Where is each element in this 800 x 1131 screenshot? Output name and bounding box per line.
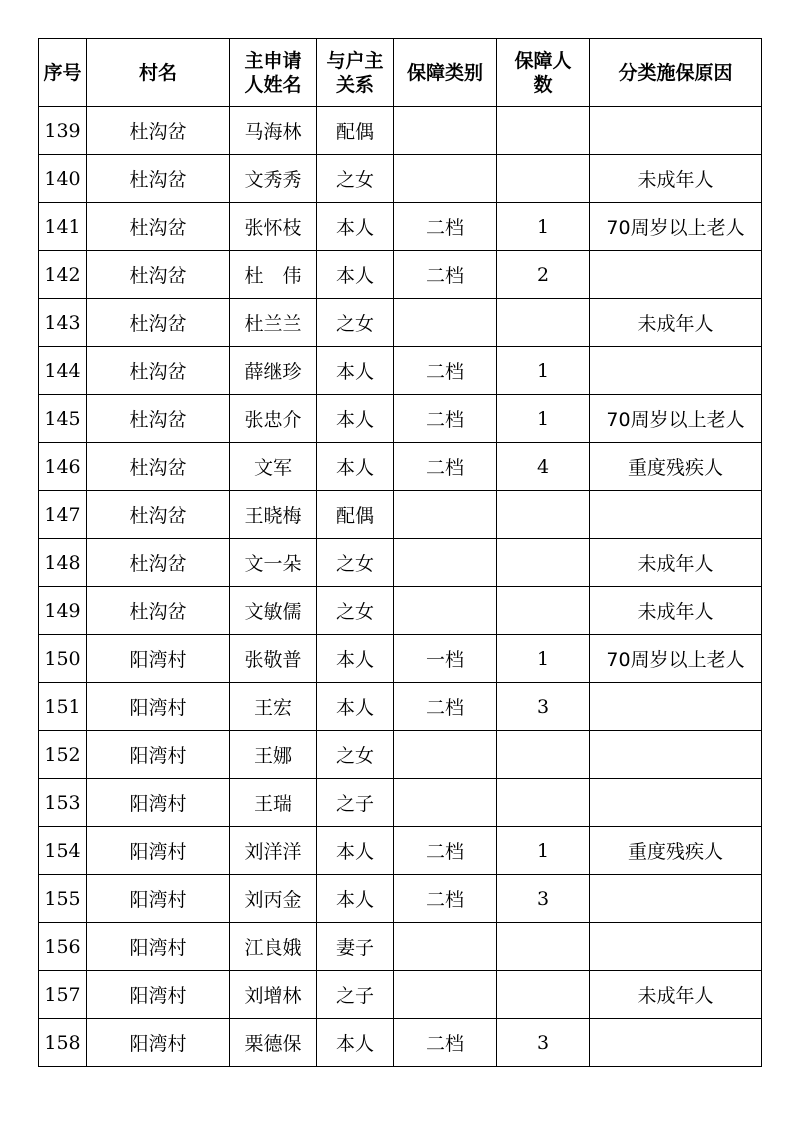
cell-relation: 之子 — [317, 971, 394, 1019]
cell-village: 杜沟岔 — [87, 395, 230, 443]
table-header — [39, 39, 762, 107]
cell-reason — [590, 251, 762, 299]
cell-relation: 本人 — [317, 875, 394, 923]
cell-count — [497, 587, 590, 635]
cell-count — [497, 491, 590, 539]
cell-category — [394, 971, 497, 1019]
cell-category — [394, 587, 497, 635]
cell-name: 张忠介 — [230, 395, 317, 443]
cell-relation: 本人 — [317, 635, 394, 683]
cell-count: 1 — [497, 635, 590, 683]
header-relation — [317, 39, 394, 107]
cell-count: 1 — [497, 827, 590, 875]
table-row — [39, 587, 762, 635]
cell-village: 阳湾村 — [87, 1019, 230, 1067]
header-relation-line-1: 与户主 — [326, 49, 384, 72]
cell-reason: 70周岁以上老人 — [590, 635, 762, 683]
cell-relation: 之子 — [317, 779, 394, 827]
cell-relation: 本人 — [317, 827, 394, 875]
cell-name: 张怀枝 — [230, 203, 317, 251]
cell-relation: 本人 — [317, 395, 394, 443]
cell-reason — [590, 683, 762, 731]
cell-village: 杜沟岔 — [87, 251, 230, 299]
cell-category — [394, 107, 497, 155]
header-applicant-line-1: 主申请 — [244, 49, 302, 72]
table-row — [39, 491, 762, 539]
cell-seq: 158 — [39, 1019, 87, 1067]
cell-category: 二档 — [394, 1019, 497, 1067]
cell-seq: 153 — [39, 779, 87, 827]
cell-relation: 妻子 — [317, 923, 394, 971]
cell-count — [497, 971, 590, 1019]
cell-category: 二档 — [394, 395, 497, 443]
cell-village: 阳湾村 — [87, 827, 230, 875]
cell-category: 二档 — [394, 251, 497, 299]
table-row — [39, 683, 762, 731]
table-row — [39, 971, 762, 1019]
table-row — [39, 731, 762, 779]
cell-name: 张敬普 — [230, 635, 317, 683]
cell-seq: 139 — [39, 107, 87, 155]
cell-village: 杜沟岔 — [87, 539, 230, 587]
cell-relation: 本人 — [317, 347, 394, 395]
header-relation-line-2: 关系 — [335, 73, 374, 96]
cell-seq: 149 — [39, 587, 87, 635]
cell-relation: 配偶 — [317, 491, 394, 539]
cell-seq: 155 — [39, 875, 87, 923]
cell-village: 阳湾村 — [87, 731, 230, 779]
cell-reason: 未成年人 — [590, 539, 762, 587]
cell-village: 阳湾村 — [87, 923, 230, 971]
cell-category — [394, 155, 497, 203]
cell-seq: 146 — [39, 443, 87, 491]
cell-category — [394, 731, 497, 779]
header-count-line-1: 保障人 — [514, 49, 572, 72]
cell-relation: 本人 — [317, 443, 394, 491]
header-reason: 分类施保原因 — [590, 39, 762, 107]
header-count — [497, 39, 590, 107]
cell-seq: 143 — [39, 299, 87, 347]
cell-seq: 148 — [39, 539, 87, 587]
cell-village: 杜沟岔 — [87, 347, 230, 395]
cell-count — [497, 731, 590, 779]
cell-count — [497, 539, 590, 587]
cell-count — [497, 299, 590, 347]
cell-name: 文敏儒 — [230, 587, 317, 635]
cell-name: 文一朵 — [230, 539, 317, 587]
cell-count: 3 — [497, 1019, 590, 1067]
cell-relation: 本人 — [317, 251, 394, 299]
cell-count — [497, 155, 590, 203]
table-row — [39, 827, 762, 875]
cell-relation: 本人 — [317, 203, 394, 251]
cell-count — [497, 107, 590, 155]
cell-relation: 本人 — [317, 1019, 394, 1067]
table-row — [39, 395, 762, 443]
header-applicant-line-2: 人姓名 — [244, 73, 302, 96]
cell-reason: 重度残疾人 — [590, 827, 762, 875]
cell-name: 文军 — [230, 443, 317, 491]
cell-count: 2 — [497, 251, 590, 299]
cell-name: 王瑞 — [230, 779, 317, 827]
cell-seq: 145 — [39, 395, 87, 443]
cell-category — [394, 779, 497, 827]
cell-seq: 157 — [39, 971, 87, 1019]
table-row — [39, 635, 762, 683]
cell-category: 二档 — [394, 827, 497, 875]
header-seq: 序号 — [39, 39, 87, 107]
cell-seq: 142 — [39, 251, 87, 299]
cell-village: 杜沟岔 — [87, 107, 230, 155]
table-row — [39, 923, 762, 971]
cell-village: 杜沟岔 — [87, 491, 230, 539]
header-count-line-2: 数 — [533, 73, 553, 96]
cell-seq: 141 — [39, 203, 87, 251]
cell-count: 1 — [497, 395, 590, 443]
cell-village: 阳湾村 — [87, 971, 230, 1019]
cell-name: 文秀秀 — [230, 155, 317, 203]
cell-category: 二档 — [394, 875, 497, 923]
cell-reason — [590, 779, 762, 827]
cell-category: 二档 — [394, 347, 497, 395]
table-row — [39, 779, 762, 827]
cell-category: 一档 — [394, 635, 497, 683]
cell-seq: 150 — [39, 635, 87, 683]
table-row — [39, 203, 762, 251]
cell-relation: 之女 — [317, 299, 394, 347]
header-row — [39, 39, 762, 107]
cell-reason — [590, 875, 762, 923]
cell-name: 王娜 — [230, 731, 317, 779]
cell-name: 刘增林 — [230, 971, 317, 1019]
cell-reason — [590, 107, 762, 155]
cell-count: 3 — [497, 875, 590, 923]
cell-name: 刘丙金 — [230, 875, 317, 923]
table-row — [39, 539, 762, 587]
cell-count: 4 — [497, 443, 590, 491]
table-row — [39, 443, 762, 491]
cell-village: 杜沟岔 — [87, 155, 230, 203]
cell-reason: 未成年人 — [590, 155, 762, 203]
cell-name: 栗德保 — [230, 1019, 317, 1067]
cell-village: 阳湾村 — [87, 635, 230, 683]
cell-village: 杜沟岔 — [87, 203, 230, 251]
cell-seq: 156 — [39, 923, 87, 971]
table-row — [39, 299, 762, 347]
cell-count: 3 — [497, 683, 590, 731]
cell-reason — [590, 923, 762, 971]
cell-reason: 重度残疾人 — [590, 443, 762, 491]
cell-relation: 配偶 — [317, 107, 394, 155]
cell-relation: 之女 — [317, 539, 394, 587]
cell-village: 阳湾村 — [87, 683, 230, 731]
cell-name: 杜兰兰 — [230, 299, 317, 347]
cell-seq: 147 — [39, 491, 87, 539]
cell-reason: 未成年人 — [590, 299, 762, 347]
cell-category — [394, 539, 497, 587]
cell-name: 杜 伟 — [230, 251, 317, 299]
cell-name: 江良娥 — [230, 923, 317, 971]
cell-name: 马海林 — [230, 107, 317, 155]
cell-count — [497, 923, 590, 971]
table-row — [39, 251, 762, 299]
assistance-roster-table — [38, 38, 762, 1067]
cell-name: 王宏 — [230, 683, 317, 731]
cell-relation: 之女 — [317, 731, 394, 779]
cell-category — [394, 491, 497, 539]
cell-village: 杜沟岔 — [87, 299, 230, 347]
cell-relation: 之女 — [317, 155, 394, 203]
header-category: 保障类别 — [394, 39, 497, 107]
cell-category: 二档 — [394, 203, 497, 251]
cell-category: 二档 — [394, 683, 497, 731]
cell-reason: 未成年人 — [590, 587, 762, 635]
cell-name: 薛继珍 — [230, 347, 317, 395]
cell-relation: 本人 — [317, 683, 394, 731]
header-village: 村名 — [87, 39, 230, 107]
cell-seq: 152 — [39, 731, 87, 779]
cell-village: 杜沟岔 — [87, 587, 230, 635]
cell-reason — [590, 347, 762, 395]
cell-reason: 70周岁以上老人 — [590, 203, 762, 251]
header-applicant — [230, 39, 317, 107]
table-row — [39, 155, 762, 203]
table-row — [39, 1019, 762, 1067]
cell-village: 杜沟岔 — [87, 443, 230, 491]
cell-category — [394, 923, 497, 971]
table-row — [39, 347, 762, 395]
cell-village: 阳湾村 — [87, 875, 230, 923]
cell-reason: 未成年人 — [590, 971, 762, 1019]
cell-category — [394, 299, 497, 347]
cell-name: 刘洋洋 — [230, 827, 317, 875]
cell-reason — [590, 491, 762, 539]
cell-count: 1 — [497, 347, 590, 395]
table-row — [39, 875, 762, 923]
cell-category: 二档 — [394, 443, 497, 491]
cell-reason — [590, 1019, 762, 1067]
cell-reason — [590, 731, 762, 779]
cell-seq: 154 — [39, 827, 87, 875]
cell-seq: 140 — [39, 155, 87, 203]
cell-reason: 70周岁以上老人 — [590, 395, 762, 443]
cell-seq: 144 — [39, 347, 87, 395]
cell-village: 阳湾村 — [87, 779, 230, 827]
table-body — [39, 107, 762, 1067]
cell-seq: 151 — [39, 683, 87, 731]
cell-relation: 之女 — [317, 587, 394, 635]
table-row — [39, 107, 762, 155]
cell-count — [497, 779, 590, 827]
cell-count: 1 — [497, 203, 590, 251]
cell-name: 王晓梅 — [230, 491, 317, 539]
